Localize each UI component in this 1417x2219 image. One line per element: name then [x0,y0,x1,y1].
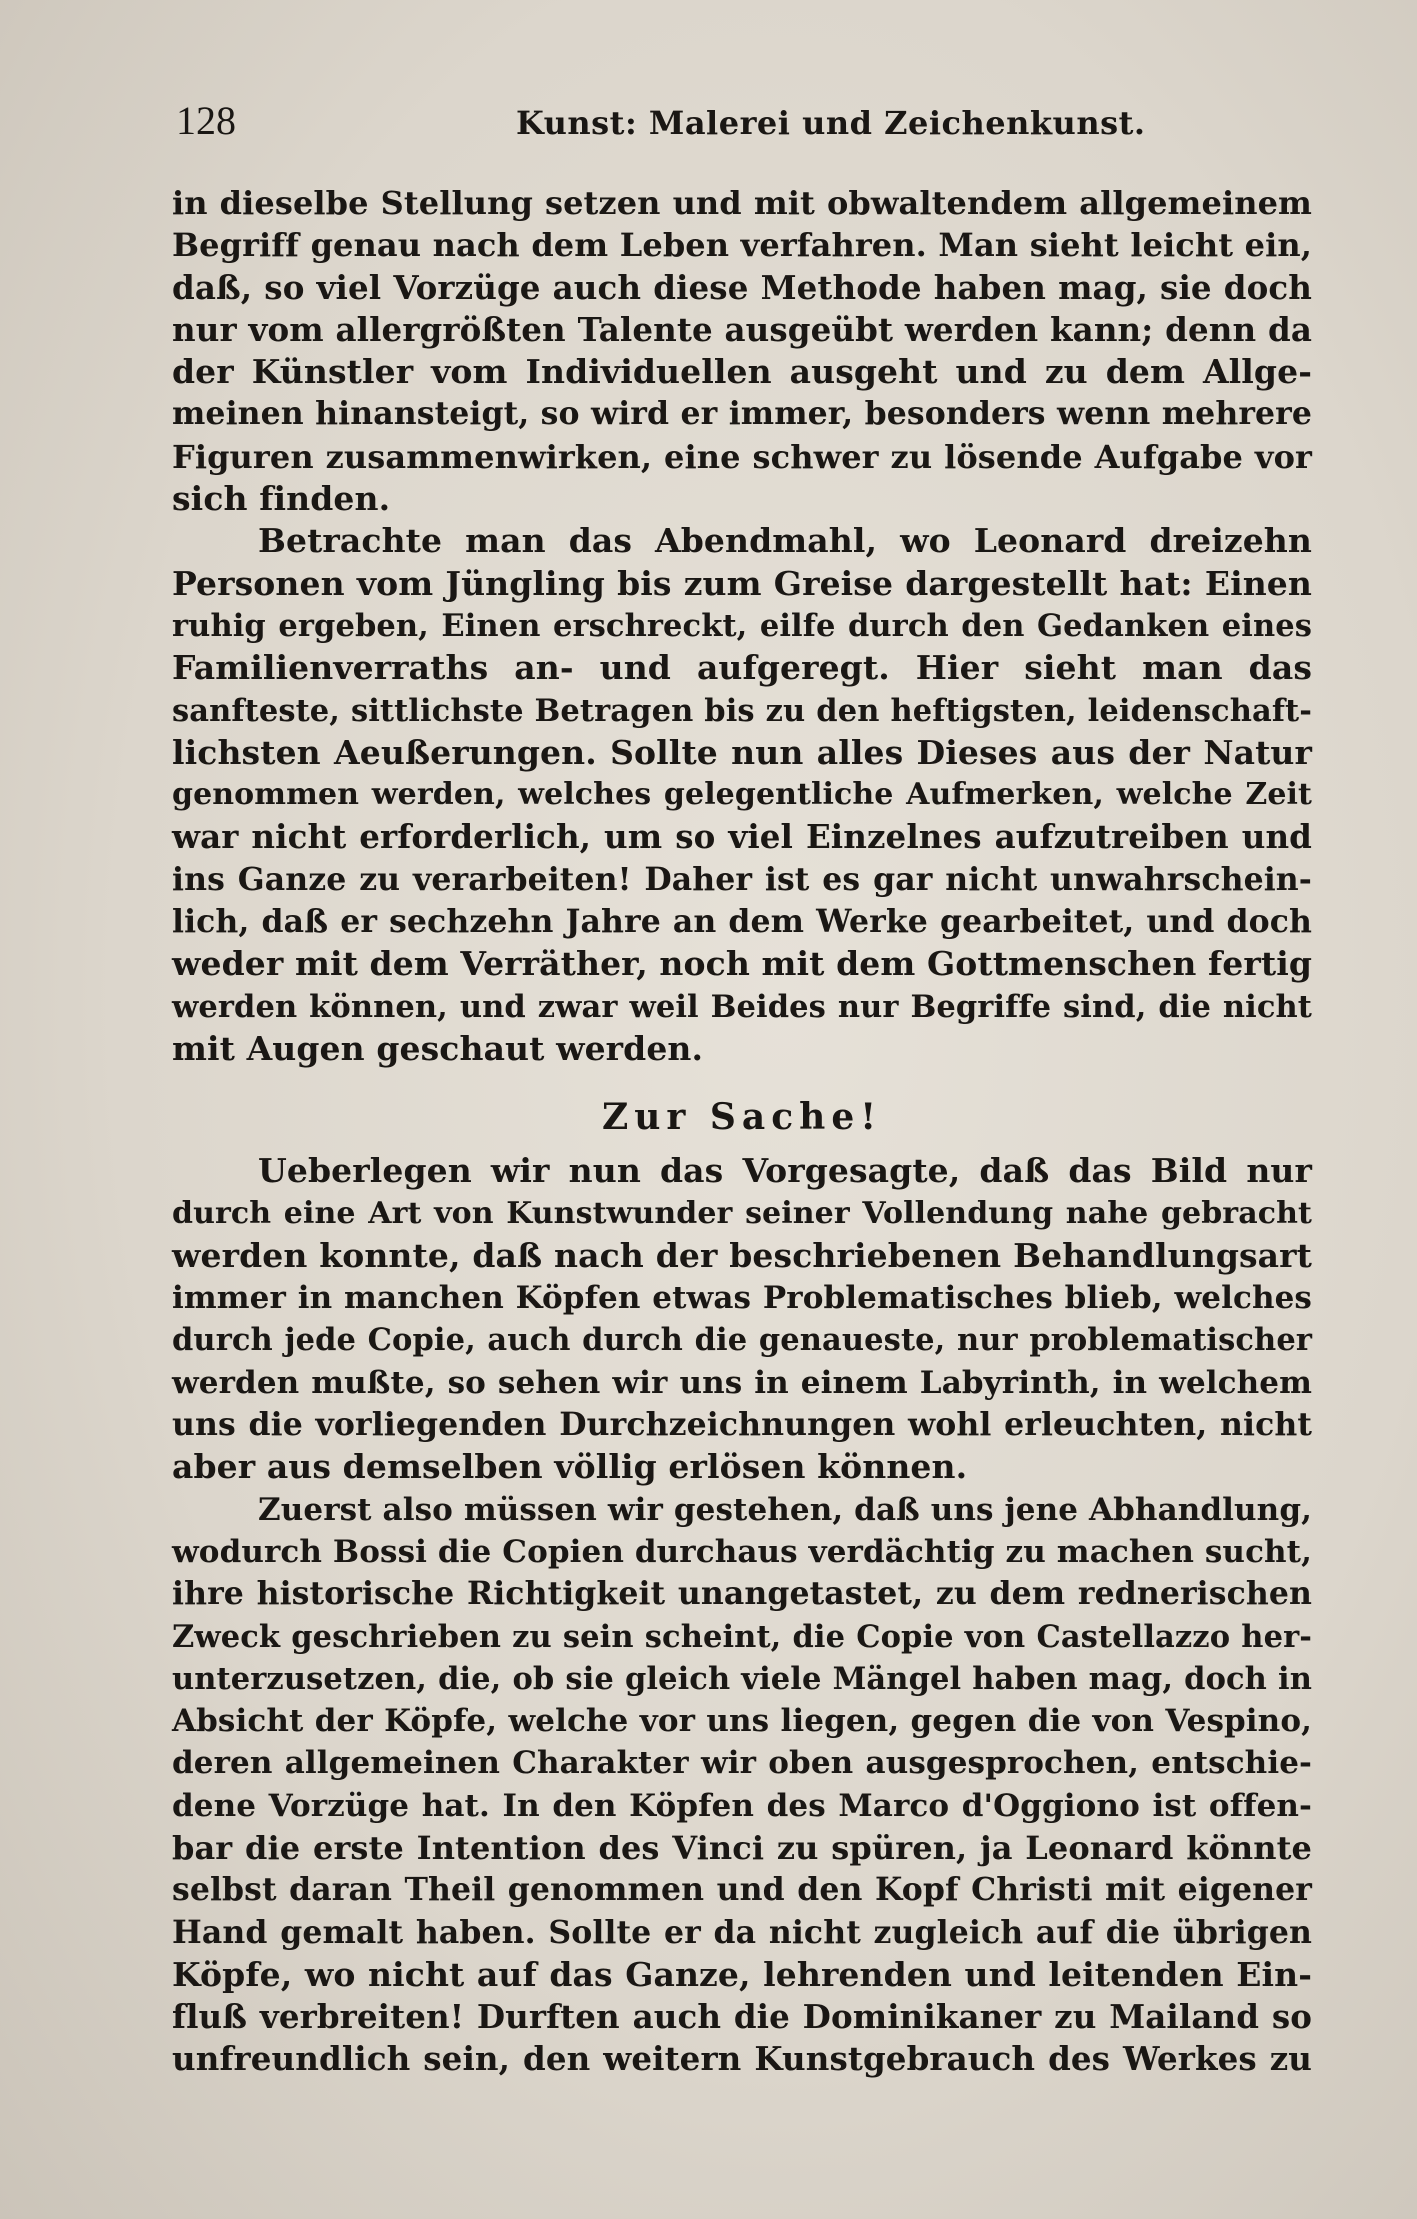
text-line: deren allgemeinen Charakter wir oben ausgesprochen, entschie- [172,1745,1312,1782]
text-line: sanfteste, sittlichste Betragen bis zu den heftigsten, leidenschaft- [172,692,1312,729]
text-line: Personen vom Jüngling bis zum Greise dargestellt hat: Einen [172,563,1312,603]
text-line: unfreundlich sein, den weitern Kunstgebrauch des Werkes zu [172,2039,1312,2079]
text-line: dene Vorzüge hat. In den Köpfen des Marco d'Oggiono ist offen- [172,1787,1312,1824]
text-line: fluß verbreiten! Durften auch die Dominikaner zu Mailand so [172,1997,1312,2037]
text-line: uns die vorliegenden Durchzeichnungen wohl erleuchten, nicht [172,1406,1312,1444]
text-line: Begriff genau nach dem Leben verfahren. Man sieht leicht ein, [172,226,1312,265]
text-line: mit Augen geschaut werden. [172,1028,704,1068]
text-line: werden konnte, daß nach der beschriebenen Behandlungsart [172,1235,1312,1275]
text-line: Ueberlegen wir nun das Vorgesagte, daß das Bild nur [258,1151,1312,1191]
text-line: Familienverraths an- und aufgeregt. Hier sieht man das [172,648,1312,688]
text-line: Figuren zusammenwirken, eine schwer zu lösende Aufgabe vor [172,437,1312,476]
text-line: Hand gemalt haben. Sollte er da nicht zugleich auf die übrigen [172,1913,1312,1951]
running-head [176,96,1311,146]
text-line: Absicht der Köpfe, welche vor uns liegen, gegen die von Vespino, [172,1703,1312,1740]
text-line: werden mußte, so sehen wir uns in einem Labyrinth, in welchem [172,1364,1312,1401]
text-line: nur vom allergrößten Talente ausgeübt werden kann; denn da [172,309,1312,349]
text-line: ihre historische Richtigkeit unangetastet, zu dem rednerischen [172,1575,1312,1613]
page-number: 128 [176,98,236,143]
text-line: bar die erste Intention des Vinci zu spüren, ja Leonard könnte [172,1828,1312,1867]
body-text [172,182,1312,2081]
text-line: daß, so viel Vorzüge auch diese Methode haben mag, sie doch [172,267,1312,307]
paragraph [172,1489,1312,2081]
text-line: in dieselbe Stellung setzen und mit obwaltendem allgemeinem [172,184,1312,222]
paragraph [172,1150,1312,1488]
section-heading: Zur Sache! [601,1096,883,1139]
text-line: Zuerst also müssen wir gestehen, daß uns jene Abhandlung, [258,1491,1312,1528]
text-line: Köpfe, wo nicht auf das Ganze, lehrenden und leitenden Ein- [172,1954,1312,1994]
text-line: weder mit dem Verräther, noch mit dem Gottmenschen fertig [172,944,1313,984]
paragraph [172,520,1312,1070]
text-line: meinen hinansteigt, so wird er immer, besonders wenn mehrere [172,395,1312,433]
text-line: sich finden. [172,479,391,519]
text-line: lich, daß er sechzehn Jahre an dem Werke gearbeitet, und doch [172,903,1312,941]
text-line: Zweck geschrieben zu sein scheint, die Copie von Castellazzo her- [172,1618,1312,1655]
text-line: lichsten Aeußerungen. Sollte nun alles Dieses aus der Natur [172,732,1312,772]
text-line: wodurch Bossi die Copien durchaus verdächtig zu machen sucht, [172,1533,1312,1570]
text-line: war nicht erforderlich, um so viel Einzelnes aufzutreiben und [172,817,1312,857]
text-line: unterzusetzen, die, ob sie gleich viele Mängel haben mag, doch in [172,1660,1312,1697]
text-line: ins Ganze zu verarbeiten! Daher ist es gar nicht unwahrschein- [172,860,1312,898]
text-line: durch eine Art von Kunstwunder seiner Vollendung nahe gebracht [172,1195,1312,1231]
text-line: werden können, und zwar weil Beides nur Begriffe sind, die nicht [172,988,1312,1025]
text-line: immer in manchen Köpfen etwas Problematisches blieb, welches [172,1280,1312,1317]
running-head-title: Kunst: Malerei und Zeichenkunst. [516,104,1146,142]
text-line: der Künstler vom Individuellen ausgeht und zu dem Allge- [172,352,1312,392]
text-line: ruhig ergeben, Einen erschreckt, eilfe durch den Gedanken eines [172,607,1312,644]
text-line: Betrachte man das Abendmahl, wo Leonard dreizehn [258,521,1312,561]
text-line: durch jede Copie, auch durch die genaueste, nur problematischer [172,1322,1312,1359]
text-line: aber aus demselben völlig erlösen können. [172,1447,968,1487]
paragraph [172,182,1312,520]
text-line: genommen werden, welches gelegentliche Aufmerken, welche Zeit [172,777,1312,813]
text-line: selbst daran Theil genommen und den Kopf Christi mit eigener [172,1871,1312,1909]
